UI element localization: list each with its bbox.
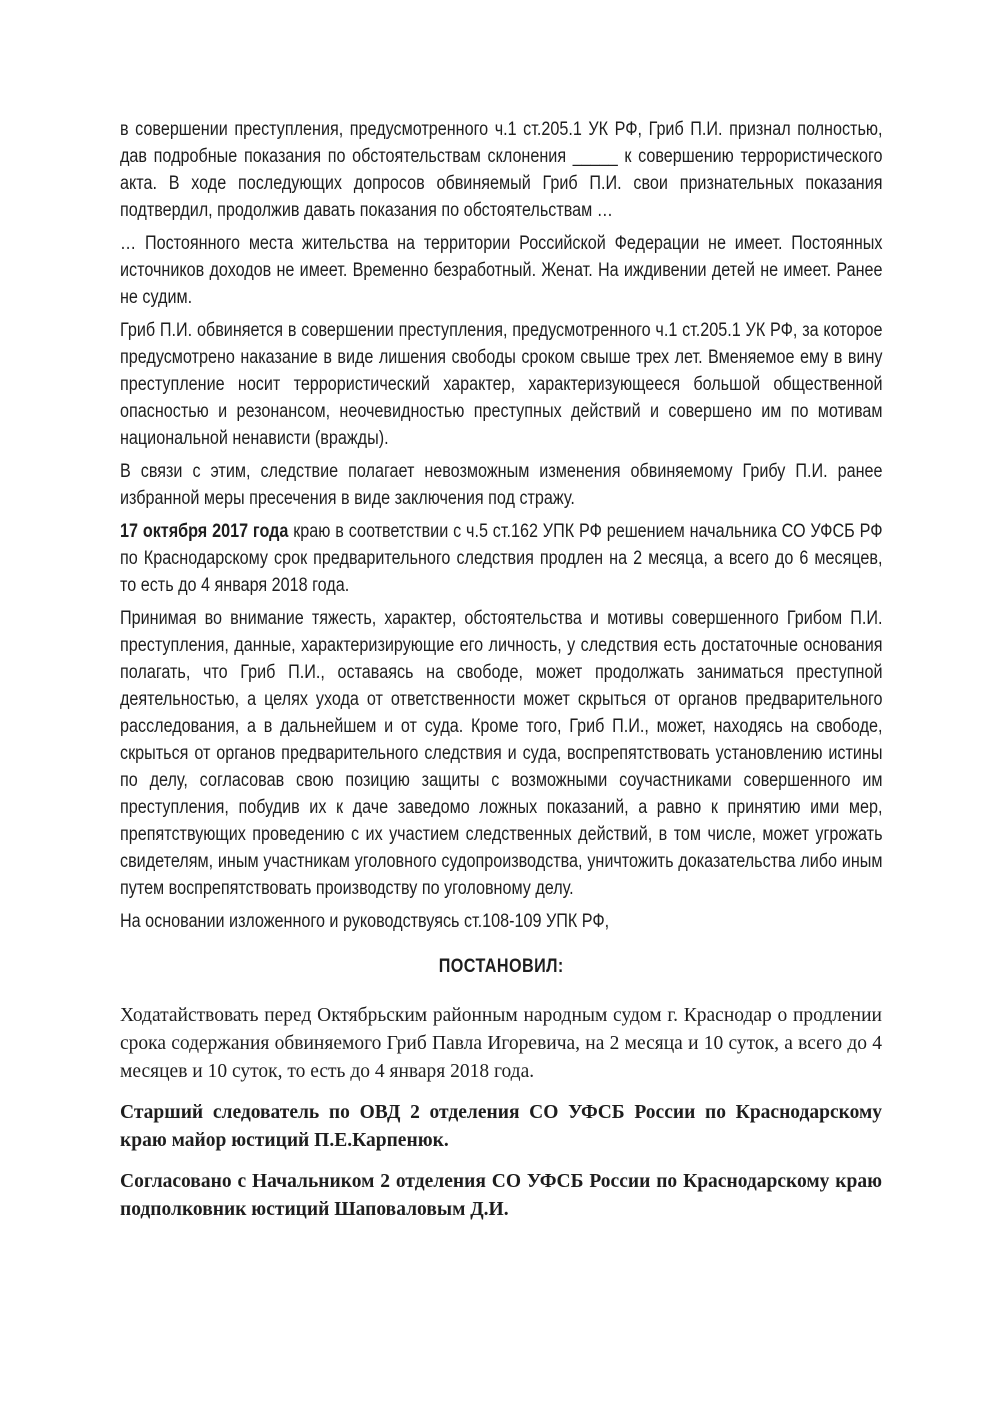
- paragraph-term-extension: [120, 518, 882, 599]
- document-resolution: [120, 1002, 882, 1224]
- extension-text: краю в соответствии с ч.5 ст.162 УПК РФ решением начальника СО УФСБ РФ по Краснодарскому срок предварительного следствия продлен на 2 месяца, а всего до 6 месяцев, то есть до 4 января 2018 года.: [120, 521, 883, 596]
- document-body: [120, 116, 882, 980]
- paragraph-grounds: Принимая во внимание тяжесть, характер, обстоятельства и мотивы совершенного Грибом П.И. преступления, данные, характеризирующие его личность, у следствия есть достаточные основания полагать, что Гриб П.И., оставаясь на свободе, может продолжать заниматься преступной деятельностью, а целях ухода от ответственности может скрыться от органов предварительного расследования, а в дальнейшем и от суда. Кроме того, Гриб П.И., может, находясь на свободе, скрыться от органов предварительного следствия и суда, воспрепятствовать установлению истины по делу, согласовав свою позицию защиты с возможными соучастниками совершенного им преступления, побудив их к даче заведомо ложных показаний, а равно к принятию ими мер, препятствующих проведению с их участием следственных действий, в том числе, может угрожать свидетелям, иным участникам уголовного судопроизводства, уничтожить доказательства либо иным путем воспрепятствовать производству по уголовному делу.: [120, 608, 883, 899]
- resolution-heading: ПОСТАНОВИЛ:: [438, 956, 564, 977]
- signature-approval: Согласовано с Начальником 2 отделения СО УФСБ России по Краснодарскому краю подполковник юстиций Шаповаловым Д.И.: [120, 1171, 882, 1220]
- paragraph-charge: Гриб П.И. обвиняется в совершении преступления, предусмотренного ч.1 ст.205.1 УК РФ, за которое предусмотрено наказание в виде лишения свободы сроком свыше трех лет. Вменяемое ему в вину преступление носит террористический характер, характеризующееся большой общественной опасностью и резонансом, неочевидностью преступных действий и совершено им по мотивам национальной ненависти (вражды).: [120, 320, 883, 449]
- paragraph-legal-basis: На основании изложенного и руководствуясь ст.108-109 УПК РФ,: [120, 911, 610, 932]
- paragraph-detention-measure: В связи с этим, следствие полагает невозможным изменения обвиняемому Грибу П.И. ранее избранной меры пресечения в виде заключения под стражу.: [120, 461, 883, 509]
- paragraph-confession: в совершении преступления, предусмотренного ч.1 ст.205.1 УК РФ, Гриб П.И. признал полностью, дав подробные показания по обстоятельствам склонения _____ к совершению террористического акта. В ходе последующих допросов обвиняемый Гриб П.И. свои признательных показания подтвердил, продолжив давать показания по обстоятельствам …: [120, 119, 883, 221]
- extension-date: 17 октября 2017 года: [120, 521, 289, 542]
- signature-investigator: Старший следователь по ОВД 2 отделения СО УФСБ России по Краснодарскому краю майор юстиций П.Е.Карпенюк.: [120, 1102, 882, 1151]
- paragraph-ruling: Ходатайствовать перед Октябрьским районным народным судом г. Краснодар о продлении срока содержания обвиняемого Гриб Павла Игоревича, на 2 месяца и 10 суток, а всего до 4 месяцев и 10 суток, то есть до 4 января 2018 года.: [120, 1005, 882, 1082]
- paragraph-residence-status: … Постоянного места жительства на территории Российской Федерации не имеет. Постоянных источников доходов не имеет. Временно безработный. Женат. На иждивении детей не имеет. Ранее не судим.: [120, 233, 883, 308]
